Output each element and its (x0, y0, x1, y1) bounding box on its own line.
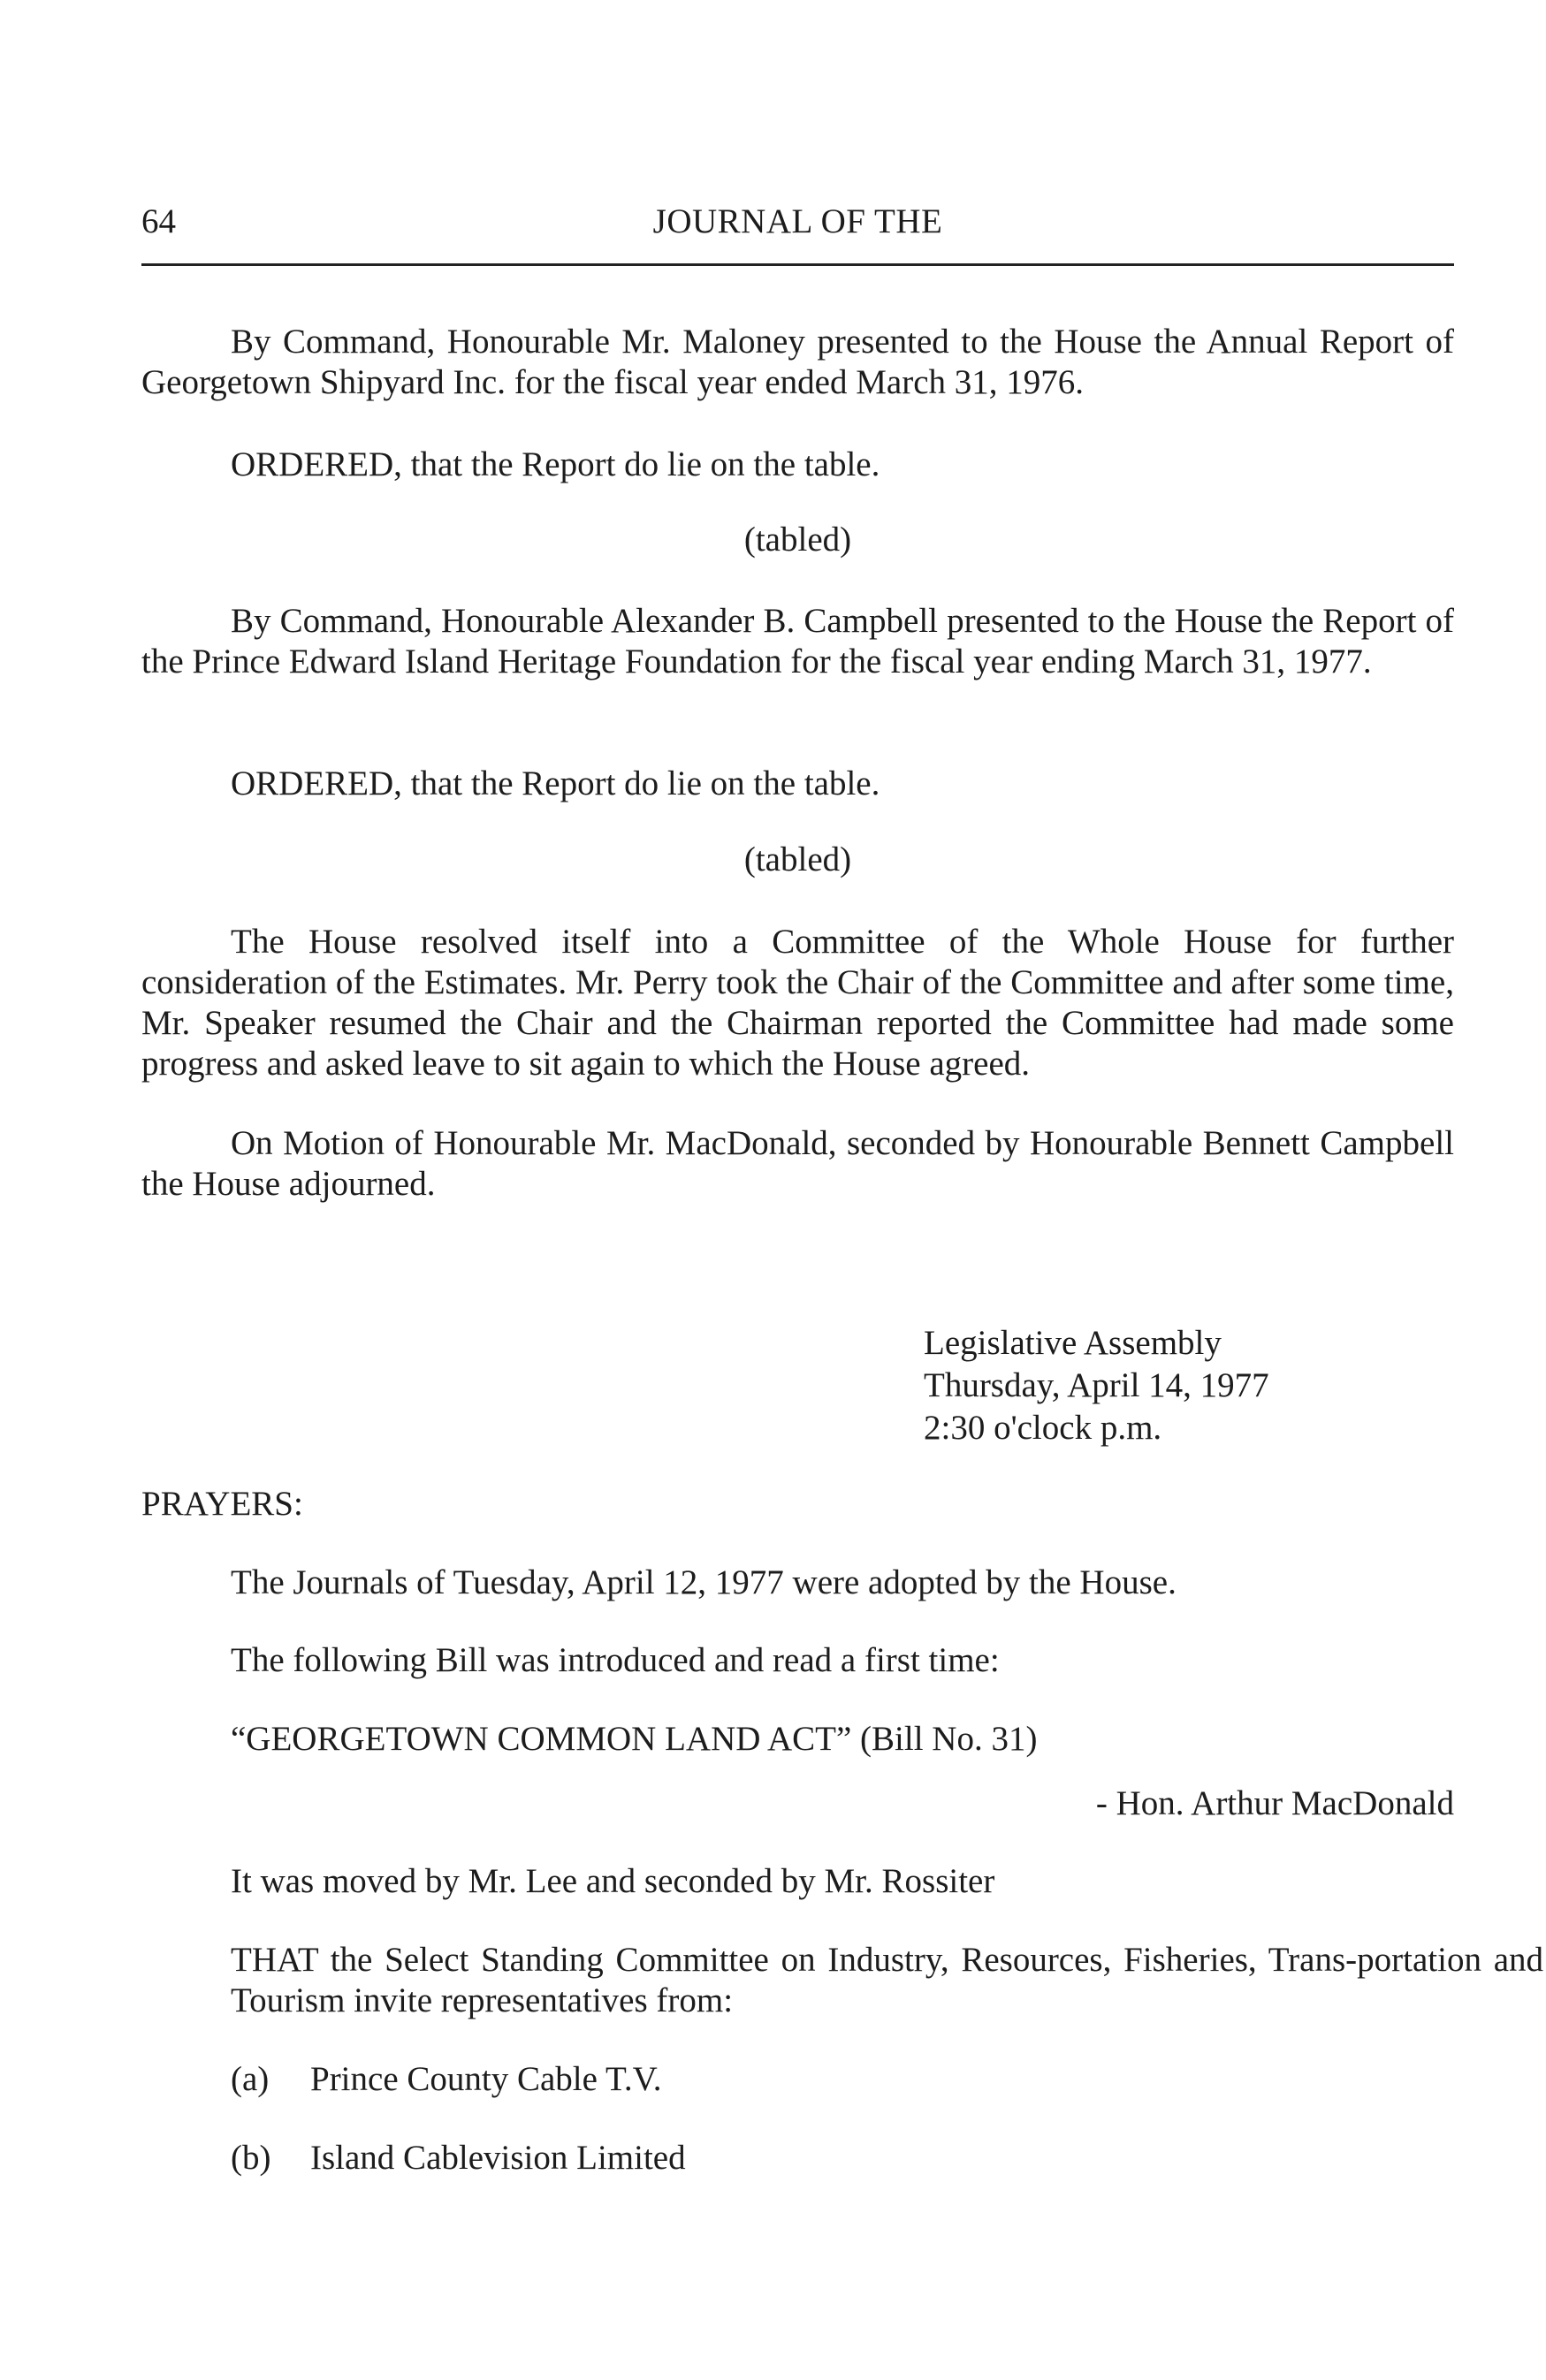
motion-that-clause: THAT the Select Standing Committee on Industry, Resources, Fisheries, Trans-portation and Tourism invite representatives from: (231, 1941, 1543, 2019)
ordered-statement-1: ORDERED, that the Report do lie on the table. (231, 445, 880, 483)
motion-moved: It was moved by Mr. Lee and seconded by Mr. Rossiter (231, 1862, 995, 1900)
bill-sponsor: - Hon. Arthur MacDonald (1095, 1784, 1454, 1822)
running-title: JOURNAL OF THE (652, 202, 943, 240)
journal-page (141, 0, 1543, 2380)
sitting-time: 2:30 o'clock p.m. (924, 1409, 1162, 1447)
journals-adopted: The Journals of Tuesday, April 12, 1977 were adopted by the House. (231, 1563, 1177, 1601)
bill-title: “GEORGETOWN COMMON LAND ACT” (Bill No. 31) (231, 1720, 1038, 1758)
page-number: 64 (141, 202, 176, 240)
list-item (141, 2138, 1543, 2178)
tabled-note-1: (tabled) (743, 521, 852, 559)
header-rule (141, 263, 1454, 266)
list-item-text: Prince County Cable T.V. (310, 2060, 662, 2098)
page-header (141, 202, 1454, 244)
prayers-heading: PRAYERS: (141, 1485, 303, 1523)
sitting-assembly: Legislative Assembly (924, 1324, 1222, 1362)
paragraph-maloney-report: By Command, Honourable Mr. Maloney presented to the House the Annual Report of Georgetown Shipyard Inc. for the fiscal year ended March 31, 1976. (141, 323, 1454, 401)
list-marker: (b) (231, 2139, 271, 2177)
ordered-statement-2: ORDERED, that the Report do lie on the table. (231, 764, 880, 802)
paragraph-committee-whole: The House resolved itself into a Committee of the Whole House for further consideration of the Estimates. Mr. Perry took the Chair of the Committee and after some time, Mr. Speaker resumed the Chair and the Chairman reported the Committee had made some progress and asked leave to sit again to which the House agreed. (141, 923, 1454, 1083)
paragraph-adjournment: On Motion of Honourable Mr. MacDonald, seconded by Honourable Bennett Campbell the House adjourned. (141, 1124, 1454, 1203)
list-marker: (a) (231, 2060, 270, 2098)
tabled-note-2: (tabled) (743, 840, 852, 878)
paragraph-heritage-report: By Command, Honourable Alexander B. Campbell presented to the House the Report of the Prince Edward Island Heritage Foundation for the fiscal year ending March 31, 1977. (141, 602, 1454, 681)
sitting-date: Thursday, April 14, 1977 (924, 1366, 1269, 1404)
list-item-text: Island Cablevision Limited (310, 2139, 686, 2177)
list-item (141, 2059, 1543, 2100)
bill-introduction: The following Bill was introduced and read a first time: (231, 1641, 1000, 1679)
sitting-heading (924, 1322, 1454, 1449)
